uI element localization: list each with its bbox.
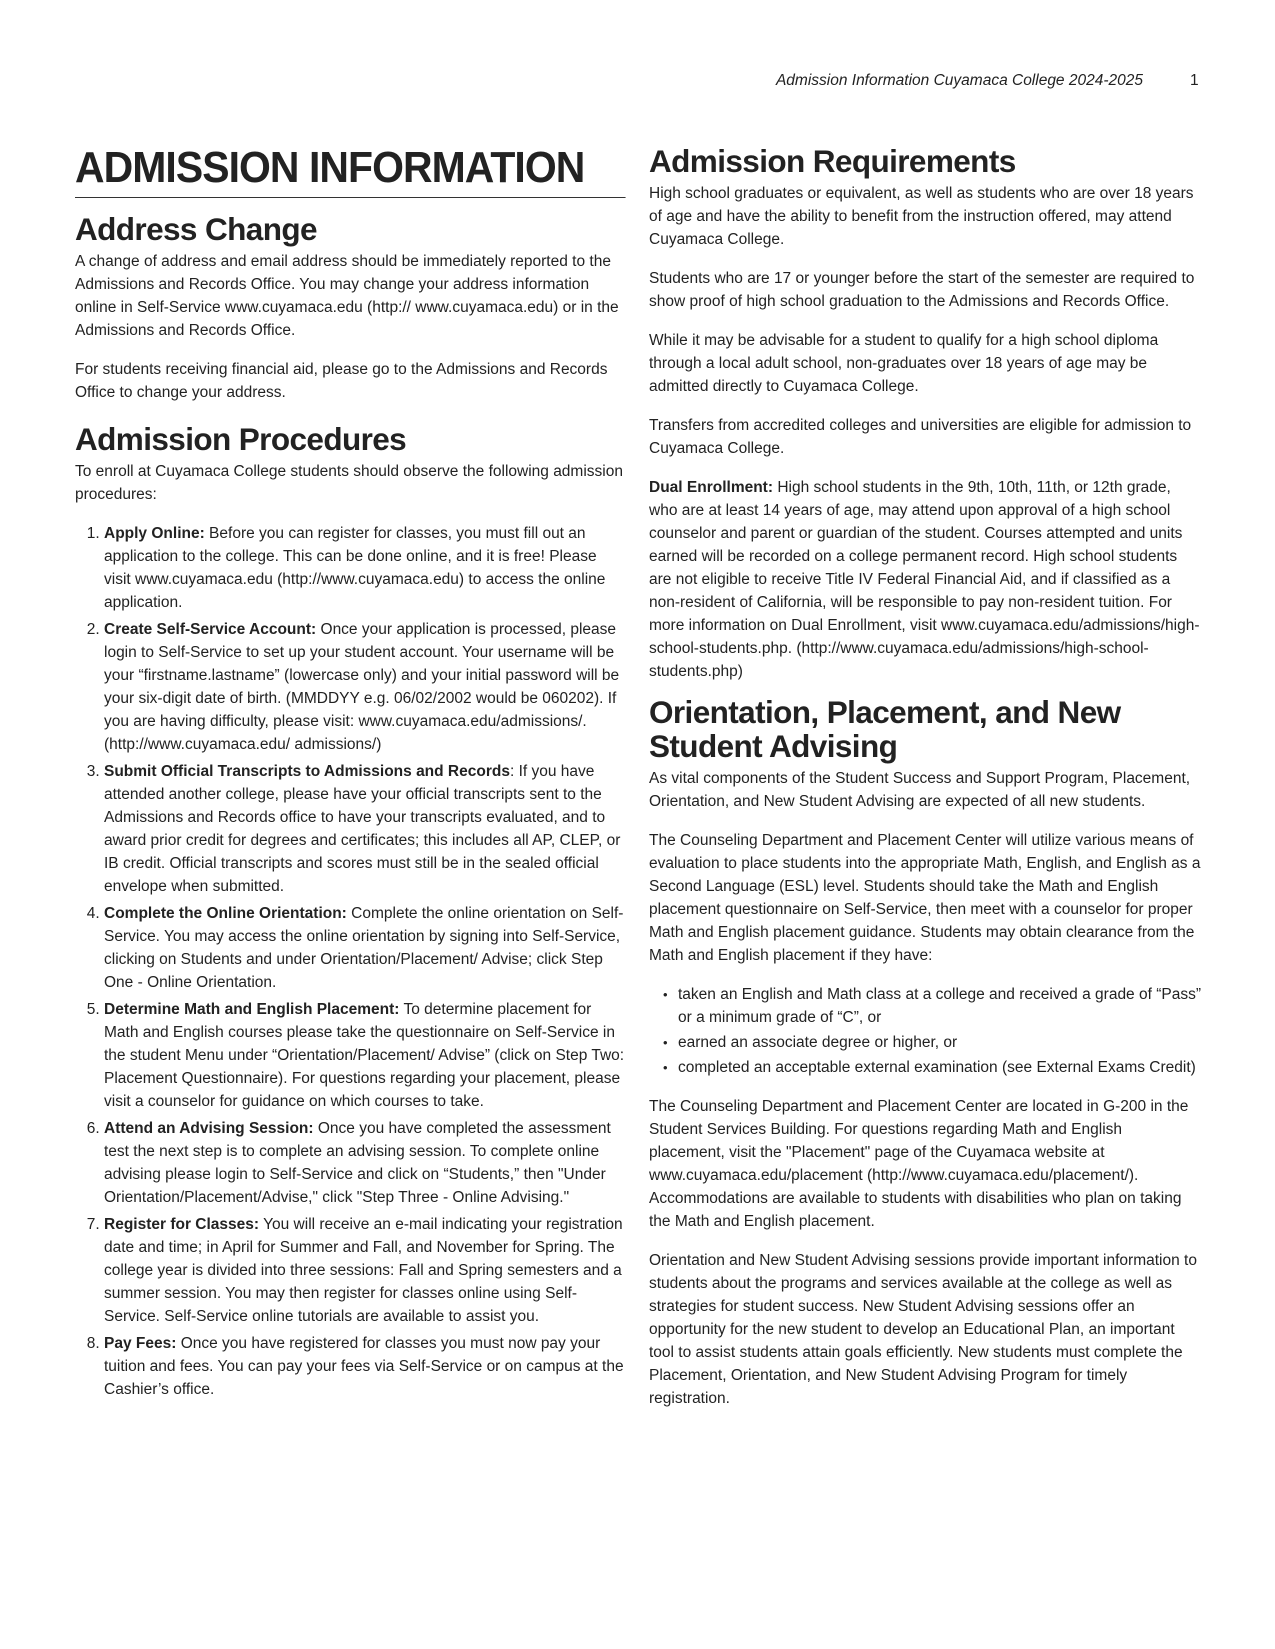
procedure-step <box>104 1332 627 1401</box>
document-title: ADMISSION INFORMATION <box>75 144 626 198</box>
requirements-paragraph: Transfers from accredited colleges and universities are eligible for admission to Cuyamaca College. <box>649 417 1192 457</box>
dual-enrollment-text: High school students in the 9th, 10th, 11th, or 12th grade, who are at least 14 years of age, may attend upon approval of a high school counselor and parent or guardian of the student. Courses attempted and units earned will be recorded on a college permanent record. High school students are not eligible to receive Title IV Federal Financial Aid, and if classified as a non-resident of California, will be responsible to pay non-resident tuition. For more information on Dual Enrollment, visit www.cuyamaca.edu/admissions/high-school-students.php. (http://www.cuyamaca.edu/admissions/high-school-students.php) <box>649 479 1200 680</box>
step-label: Attend an Advising Session: <box>104 1120 314 1137</box>
page-number: 1 <box>1190 72 1199 89</box>
requirements-paragraph: High school graduates or equivalent, as well as students who are over 18 years of age and have the ability to benefit from the instruction offered, may attend Cuyamaca College. <box>649 185 1194 248</box>
running-header: Admission Information Cuyamaca College 2024-2025 <box>775 72 1143 89</box>
address-change-paragraph: For students receiving financial aid, please go to the Admissions and Records Office to change your address. <box>75 361 608 401</box>
procedure-step <box>104 618 627 756</box>
admission-procedures-heading: Admission Procedures <box>75 421 407 457</box>
step-text: : If you have attended another college, please have your official transcripts sent to the Admissions and Records office to have your transcripts evaluated, and to award prior credit for degrees and certificates; this includes all AP, CLEP, or IB credit. Official transcripts and scores must still be in the sealed official envelope when submitted. <box>104 763 621 895</box>
orientation-paragraph: As vital components of the Student Success and Support Program, Placement, Orientation, and New Student Advising are expected of all new students. <box>649 770 1191 810</box>
clearance-criteria-list <box>649 983 1201 1079</box>
dual-enrollment-label: Dual Enrollment: <box>649 479 774 496</box>
advising-paragraph: Orientation and New Student Advising sessions provide important information to students about the programs and services available at the college as well as strategies for student success. New Student Advising sessions offer an opportunity for the new student to develop an Educational Plan, an important tool to assist students attain goals efficiently. New students must complete the Placement, Orientation, and New Student Advising Program for timely registration. <box>649 1252 1197 1407</box>
list-item: • taken an English and Math class at a college and received a grade of “Pass” or a minimum grade of “C”, or <box>678 983 1201 1029</box>
address-change-paragraph: A change of address and email address should be immediately reported to the Admissions and Records Office. You may change your address information online in Self-Service www.cuyamaca.edu (http:// www.cuyamaca.edu) or in the Admissions and Records Office. <box>75 253 619 339</box>
step-label: Submit Official Transcripts to Admissions and Records <box>104 763 510 780</box>
step-text: Complete the online orientation on Self-Service. You may access the online orientation by signing into Self-Service, clicking on Students and under Orientation/Placement/ Advise; click Step One - Online Orientation. <box>104 905 624 991</box>
procedure-step <box>104 760 627 898</box>
procedure-step <box>104 902 627 994</box>
admission-requirements-heading: Admission Requirements <box>649 143 1016 179</box>
orientation-heading: Orientation, Placement, and New Student Advising <box>649 694 1121 764</box>
step-text: To determine placement for Math and English courses please take the questionnaire on Self-Service in the student Menu under “Orientation/Placement/ Advise” (click on Step Two: Placement Questionnaire). For questions regarding your placement, please visit a counselor for guidance on which courses to take. <box>104 1001 625 1110</box>
placement-center-paragraph: The Counseling Department and Placement Center are located in G-200 in the Student Services Building. For questions regarding Math and English placement, visit the "Placement" page of the Cuyamaca website at www.cuyamaca.edu/placement (http://www.cuyamaca.edu/placement/). Accommodations are available to students with disabilities who plan on taking the Math and English placement. <box>649 1098 1189 1230</box>
requirements-paragraph: While it may be advisable for a student to qualify for a high school diploma through a local adult school, non-graduates over 18 years of age may be admitted directly to Cuyamaca College. <box>649 332 1159 395</box>
address-change-heading: Address Change <box>75 211 317 247</box>
procedure-step <box>104 998 627 1113</box>
step-label: Pay Fees: <box>104 1335 177 1352</box>
orientation-paragraph: The Counseling Department and Placement Center will utilize various means of evaluation to place students into the appropriate Math, English, and English as a Second Language (ESL) level. Students should take the Math and English placement questionnaire on Self-Service, then meet with a counselor for proper Math and English placement guidance. Students may obtain clearance from the Math and English placement if they have: <box>649 832 1201 964</box>
requirements-paragraph: Students who are 17 or younger before the start of the semester are required to show proof of high school graduation to the Admissions and Records Office. <box>649 270 1195 310</box>
step-label: Complete the Online Orientation: <box>104 905 347 922</box>
list-item: • earned an associate degree or higher, or <box>678 1031 1201 1054</box>
step-label: Register for Classes: <box>104 1216 260 1233</box>
step-text: Before you can register for classes, you must fill out an application to the college. This can be done online, and it is free! Please visit www.cuyamaca.edu (http://www.cuyamaca.edu) to access the online application. <box>104 525 606 611</box>
step-label: Apply Online: <box>104 525 205 542</box>
list-item: • completed an acceptable external examination (see External Exams Credit) <box>678 1056 1201 1079</box>
step-label: Create Self-Service Account: <box>104 621 317 638</box>
step-text: Once your application is processed, please login to Self-Service to set up your student account. Your username will be your “firstname.lastname” (lowercase only) and your initial password will be your six-digit date of birth. (MMDDYY e.g. 06/02/2002 would be 060202). If you are having difficulty, please visit: www.cuyamaca.edu/admissions/. (http://www.cuyamaca.edu/ admissions/) <box>104 621 620 753</box>
procedure-steps-list <box>75 522 627 1401</box>
step-text: Once you have completed the assessment test the next step is to complete an advising session. To complete online advising please login to Self-Service and click on “Students,” then "Under Orientation/Placement/Advise," click "Step Three - Online Advising." <box>104 1120 611 1206</box>
procedure-step <box>104 522 627 614</box>
procedure-step <box>104 1213 627 1328</box>
dual-enrollment-paragraph <box>649 476 1201 683</box>
step-text: You will receive an e-mail indicating your registration date and time; in April for Summer and Fall, and November for Spring. The college year is divided into three sessions: Fall and Spring semesters and a summer session. You may then register for classes online using Self-Service. Self-Service online tutorials are available to assist you. <box>104 1216 623 1325</box>
step-text: Once you have registered for classes you must now pay your tuition and fees. You can pay your fees via Self-Service or on campus at the Cashier’s office. <box>104 1335 624 1398</box>
right-column <box>649 144 1201 1410</box>
admission-procedures-intro: To enroll at Cuyamaca College students should observe the following admission procedures: <box>75 463 623 503</box>
step-label: Determine Math and English Placement: <box>104 1001 400 1018</box>
left-column <box>75 144 627 1405</box>
procedure-step <box>104 1117 627 1209</box>
